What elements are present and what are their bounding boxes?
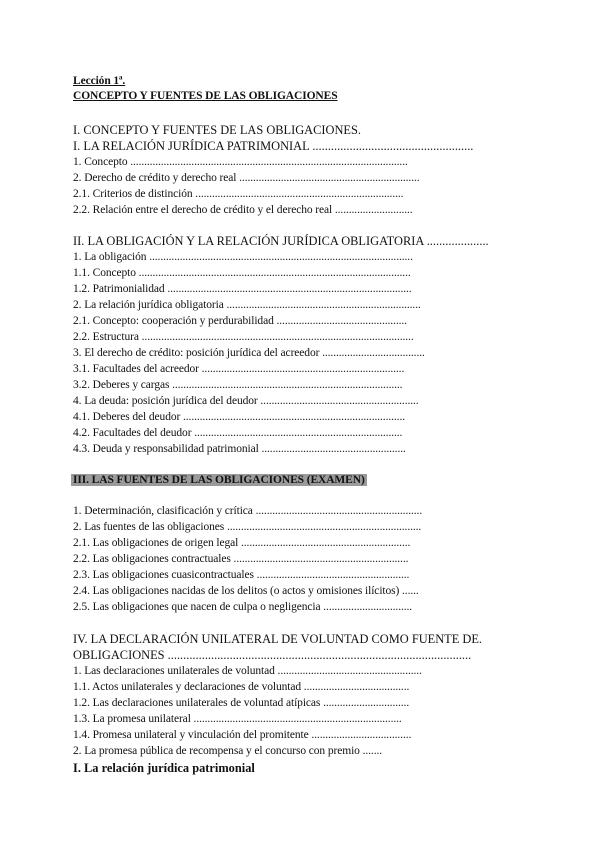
toc-line: 2.3. Las obligaciones cuasicontractuales ....................................................... — [73, 569, 410, 581]
toc-line: 2.4. Las obligaciones nacidas de los delitos (o actos y omisiones ilícitos) ...... — [73, 585, 419, 597]
toc-line: 1.3. La promesa unilateral ........................................................................... — [73, 713, 402, 725]
toc-line: 2.2. Estructura .................................................................................................. — [73, 331, 414, 343]
lesson-number: Lección 1ª. — [73, 75, 126, 87]
toc-line: 1.2. Las declaraciones unilaterales de voluntad atípicas ............................... — [73, 697, 410, 709]
highlighted-heading: III. LAS FUENTES DE LAS OBLIGACIONES (EXAMEN) — [73, 474, 365, 486]
toc-line: 2.1. Concepto: cooperación y perdurabilidad ............................................... — [73, 315, 407, 327]
toc-line: 2.1. Las obligaciones de origen legal ............................................................. — [73, 537, 411, 549]
section-iv-heading-cont: OBLIGACIONES .................................................................................................. — [73, 648, 472, 662]
toc-line: 3.1. Facultades del acreedor ......................................................................... — [73, 363, 405, 375]
toc-line: 2. La relación jurídica obligatoria ...................................................................... — [73, 299, 421, 311]
toc-line: 2.2. Las obligaciones contractuales ............................................................... — [73, 553, 409, 565]
toc-line: I. LA RELACIÓN JURÍDICA PATRIMONIAL .................................................... — [73, 139, 474, 153]
closing-heading: I. La relación jurídica patrimonial — [73, 761, 255, 775]
toc-line: 1. Determinación, clasificación y crítica ............................................................ — [73, 505, 423, 517]
toc-line: 1.4. Promesa unilateral y vinculación del promitente .................................... — [73, 729, 412, 741]
toc-line: 4.1. Deberes del deudor ................................................................................ — [73, 411, 406, 423]
toc-line: 1. Concepto .................................................................................................... — [73, 156, 408, 168]
toc-line: 4.2. Facultades del deudor ........................................................................... — [73, 427, 403, 439]
toc-line: 4.3. Deuda y responsabilidad patrimonial .................................................... — [73, 443, 406, 455]
section-iv-heading: IV. LA DECLARACIÓN UNILATERAL DE VOLUNTAD COMO FUENTE DE. — [73, 632, 483, 646]
section-ii-heading: II. LA OBLIGACIÓN Y LA RELACIÓN JURÍDICA OBLIGATORIA .................... — [73, 234, 489, 248]
section-iii-heading — [73, 472, 367, 488]
toc-line: 2. Derecho de crédito y derecho real ................................................................. — [73, 172, 420, 184]
toc-line: 4. La deuda: posición jurídica del deudor ......................................................... — [73, 395, 419, 407]
toc-line: 3.2. Deberes y cargas ................................................................................... — [73, 379, 403, 391]
toc-line: 2. La promesa pública de recompensa y el concurso con premio ....... — [73, 745, 383, 757]
section-i-heading: I. CONCEPTO Y FUENTES DE LAS OBLIGACIONES. — [73, 123, 361, 137]
toc-line: 2.5. Las obligaciones que nacen de culpa o negligencia ................................ — [73, 601, 413, 613]
lesson-title: CONCEPTO Y FUENTES DE LAS OBLIGACIONES — [73, 90, 338, 102]
toc-line: 3. El derecho de crédito: posición jurídica del acreedor ..................................... — [73, 347, 425, 359]
toc-line: 1.1. Concepto .................................................................................................. — [73, 267, 411, 279]
toc-line: 1.1. Actos unilaterales y declaraciones de voluntad ...................................... — [73, 681, 410, 693]
toc-line: 1. La obligación ............................................................................................... — [73, 251, 413, 263]
toc-line: 2. Las fuentes de las obligaciones ...................................................................... — [73, 521, 422, 533]
toc-line: 2.2. Relación entre el derecho de crédito y el derecho real ............................ — [73, 204, 413, 216]
toc-line: 1.2. Patrimonialidad ........................................................................................ — [73, 283, 412, 295]
toc-line: 1. Las declaraciones unilaterales de voluntad .................................................... — [73, 665, 422, 677]
toc-line: 2.1. Criterios de distinción ........................................................................... — [73, 188, 404, 200]
